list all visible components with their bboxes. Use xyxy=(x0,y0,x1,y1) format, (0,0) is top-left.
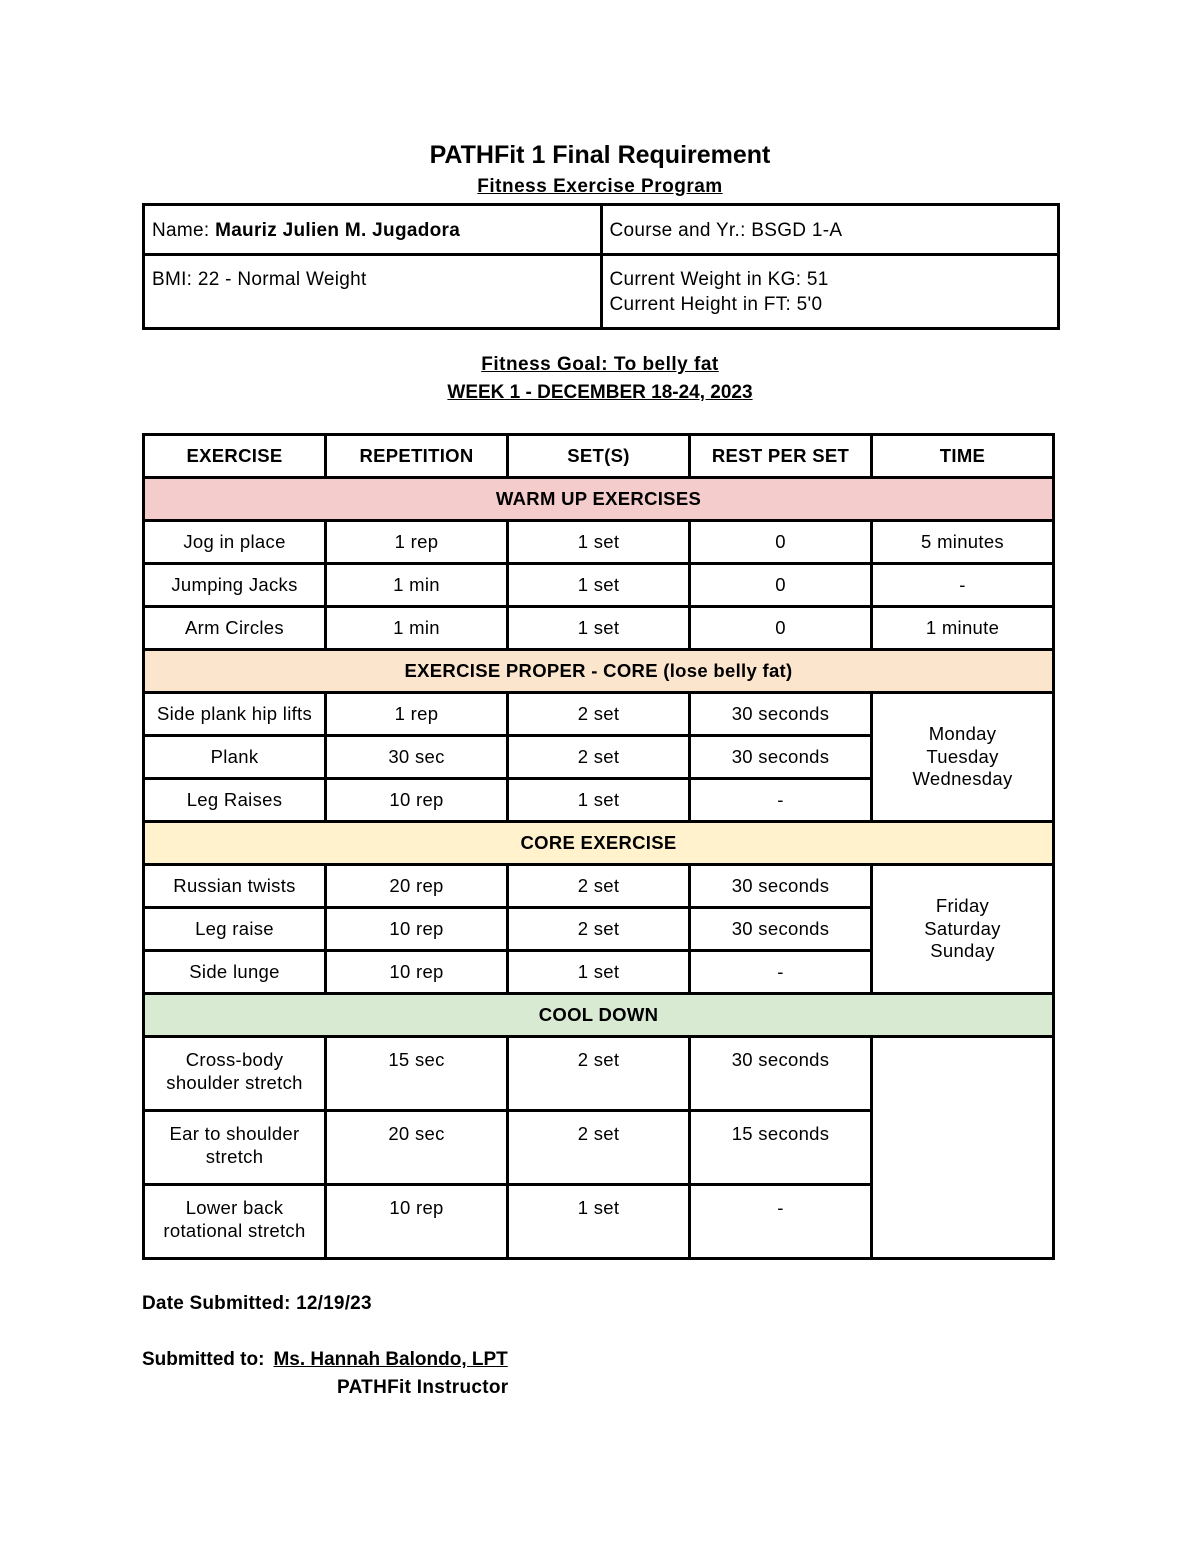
repetition-cell: 10 rep xyxy=(326,1185,508,1259)
section-title: CORE EXERCISE xyxy=(144,822,1054,865)
submitted-to-label: Submitted to: xyxy=(142,1349,265,1370)
table-row xyxy=(144,1037,1054,1111)
rest-cell: 30 seconds xyxy=(690,736,872,779)
instructor-name: Ms. Hannah Balondo, LPT xyxy=(273,1349,508,1370)
date-submitted: Date Submitted: 12/19/23 xyxy=(142,1293,372,1314)
repetition-cell: 10 rep xyxy=(326,779,508,822)
student-info-table xyxy=(142,203,1060,330)
repetition-cell: 10 rep xyxy=(326,951,508,994)
section-title: COOL DOWN xyxy=(144,994,1054,1037)
column-header: REST PER SET xyxy=(690,435,872,478)
exercise-cell: Leg Raises xyxy=(144,779,326,822)
sets-cell: 1 set xyxy=(508,779,690,822)
section-row-core xyxy=(144,822,1054,865)
repetition-cell: 15 sec xyxy=(326,1037,508,1111)
course-cell: Course and Yr.: BSGD 1-A xyxy=(601,205,1059,255)
exercise-cell: Side plank hip lifts xyxy=(144,693,326,736)
time-cell: 5 minutes xyxy=(872,521,1054,564)
sets-cell: 1 set xyxy=(508,607,690,650)
instructor-role: PATHFit Instructor xyxy=(337,1377,509,1398)
sets-cell: 1 set xyxy=(508,951,690,994)
table-row xyxy=(144,607,1054,650)
exercise-cell: Jog in place xyxy=(144,521,326,564)
page-title: PATHFit 1 Final Requirement xyxy=(429,141,771,169)
exercise-cell: Ear to shoulder stretch xyxy=(144,1111,326,1185)
exercise-program-table xyxy=(142,433,1055,1260)
rest-cell: - xyxy=(690,1185,872,1259)
day-label: Sunday xyxy=(930,940,995,962)
page-subtitle: Fitness Exercise Program xyxy=(477,176,723,197)
day-label: Saturday xyxy=(924,917,1001,939)
week-label: WEEK 1 - DECEMBER 18-24, 2023 xyxy=(447,382,753,403)
rest-cell: 30 seconds xyxy=(690,1037,872,1111)
exercise-cell: Jumping Jacks xyxy=(144,564,326,607)
weight-height-cell xyxy=(601,255,1059,329)
column-header: TIME xyxy=(872,435,1054,478)
sets-cell: 2 set xyxy=(508,865,690,908)
rest-cell: 30 seconds xyxy=(690,908,872,951)
day-label: Wednesday xyxy=(912,768,1013,790)
table-header-row xyxy=(144,435,1054,478)
time-cell: 1 minute xyxy=(872,607,1054,650)
sets-cell: 2 set xyxy=(508,1037,690,1111)
exercise-cell: Lower back rotational stretch xyxy=(144,1185,326,1259)
day-label: Monday xyxy=(928,723,997,745)
table-row xyxy=(144,521,1054,564)
sets-cell: 1 set xyxy=(508,1185,690,1259)
rest-cell: 0 xyxy=(690,521,872,564)
name-value: Mauriz Julien M. Jugadora xyxy=(215,220,461,241)
time-cell: - xyxy=(872,564,1054,607)
rest-cell: - xyxy=(690,779,872,822)
rest-cell: 0 xyxy=(690,607,872,650)
time-days-cell xyxy=(872,693,1054,822)
weight-value: Current Weight in KG: 51 xyxy=(609,269,829,290)
submitted-to-line xyxy=(142,1349,508,1371)
repetition-cell: 1 rep xyxy=(326,693,508,736)
table-row xyxy=(144,865,1054,908)
section-title: WARM UP EXERCISES xyxy=(144,478,1054,521)
repetition-cell: 20 rep xyxy=(326,865,508,908)
column-header: SET(S) xyxy=(508,435,690,478)
sets-cell: 2 set xyxy=(508,736,690,779)
name-label: Name: xyxy=(152,220,210,241)
repetition-cell: 10 rep xyxy=(326,908,508,951)
rest-cell: 0 xyxy=(690,564,872,607)
sets-cell: 2 set xyxy=(508,693,690,736)
repetition-cell: 1 rep xyxy=(326,521,508,564)
time-days-cell xyxy=(872,865,1054,994)
day-label: Tuesday xyxy=(926,745,999,767)
repetition-cell: 1 min xyxy=(326,607,508,650)
exercise-cell: Leg raise xyxy=(144,908,326,951)
section-row-cooldown xyxy=(144,994,1054,1037)
sets-cell: 2 set xyxy=(508,908,690,951)
exercise-cell: Side lunge xyxy=(144,951,326,994)
rest-cell: 30 seconds xyxy=(690,865,872,908)
exercise-cell: Cross-body shoulder stretch xyxy=(144,1037,326,1111)
exercise-cell: Arm Circles xyxy=(144,607,326,650)
rest-cell: - xyxy=(690,951,872,994)
table-row xyxy=(144,693,1054,736)
sets-cell: 1 set xyxy=(508,564,690,607)
section-title: EXERCISE PROPER - CORE (lose belly fat) xyxy=(144,650,1054,693)
column-header: EXERCISE xyxy=(144,435,326,478)
day-label: Friday xyxy=(935,895,990,917)
bmi-cell: BMI: 22 - Normal Weight xyxy=(144,255,602,329)
height-value: Current Height in FT: 5'0 xyxy=(609,294,823,315)
repetition-cell: 20 sec xyxy=(326,1111,508,1185)
exercise-cell: Plank xyxy=(144,736,326,779)
table-row xyxy=(144,564,1054,607)
time-empty-cell xyxy=(872,1037,1054,1259)
rest-cell: 30 seconds xyxy=(690,693,872,736)
rest-cell: 15 seconds xyxy=(690,1111,872,1185)
column-header: REPETITION xyxy=(326,435,508,478)
sets-cell: 2 set xyxy=(508,1111,690,1185)
section-row-proper xyxy=(144,650,1054,693)
repetition-cell: 1 min xyxy=(326,564,508,607)
sets-cell: 1 set xyxy=(508,521,690,564)
repetition-cell: 30 sec xyxy=(326,736,508,779)
fitness-goal: Fitness Goal: To belly fat xyxy=(481,354,719,375)
section-row-warmup xyxy=(144,478,1054,521)
exercise-cell: Russian twists xyxy=(144,865,326,908)
name-cell xyxy=(144,205,602,255)
